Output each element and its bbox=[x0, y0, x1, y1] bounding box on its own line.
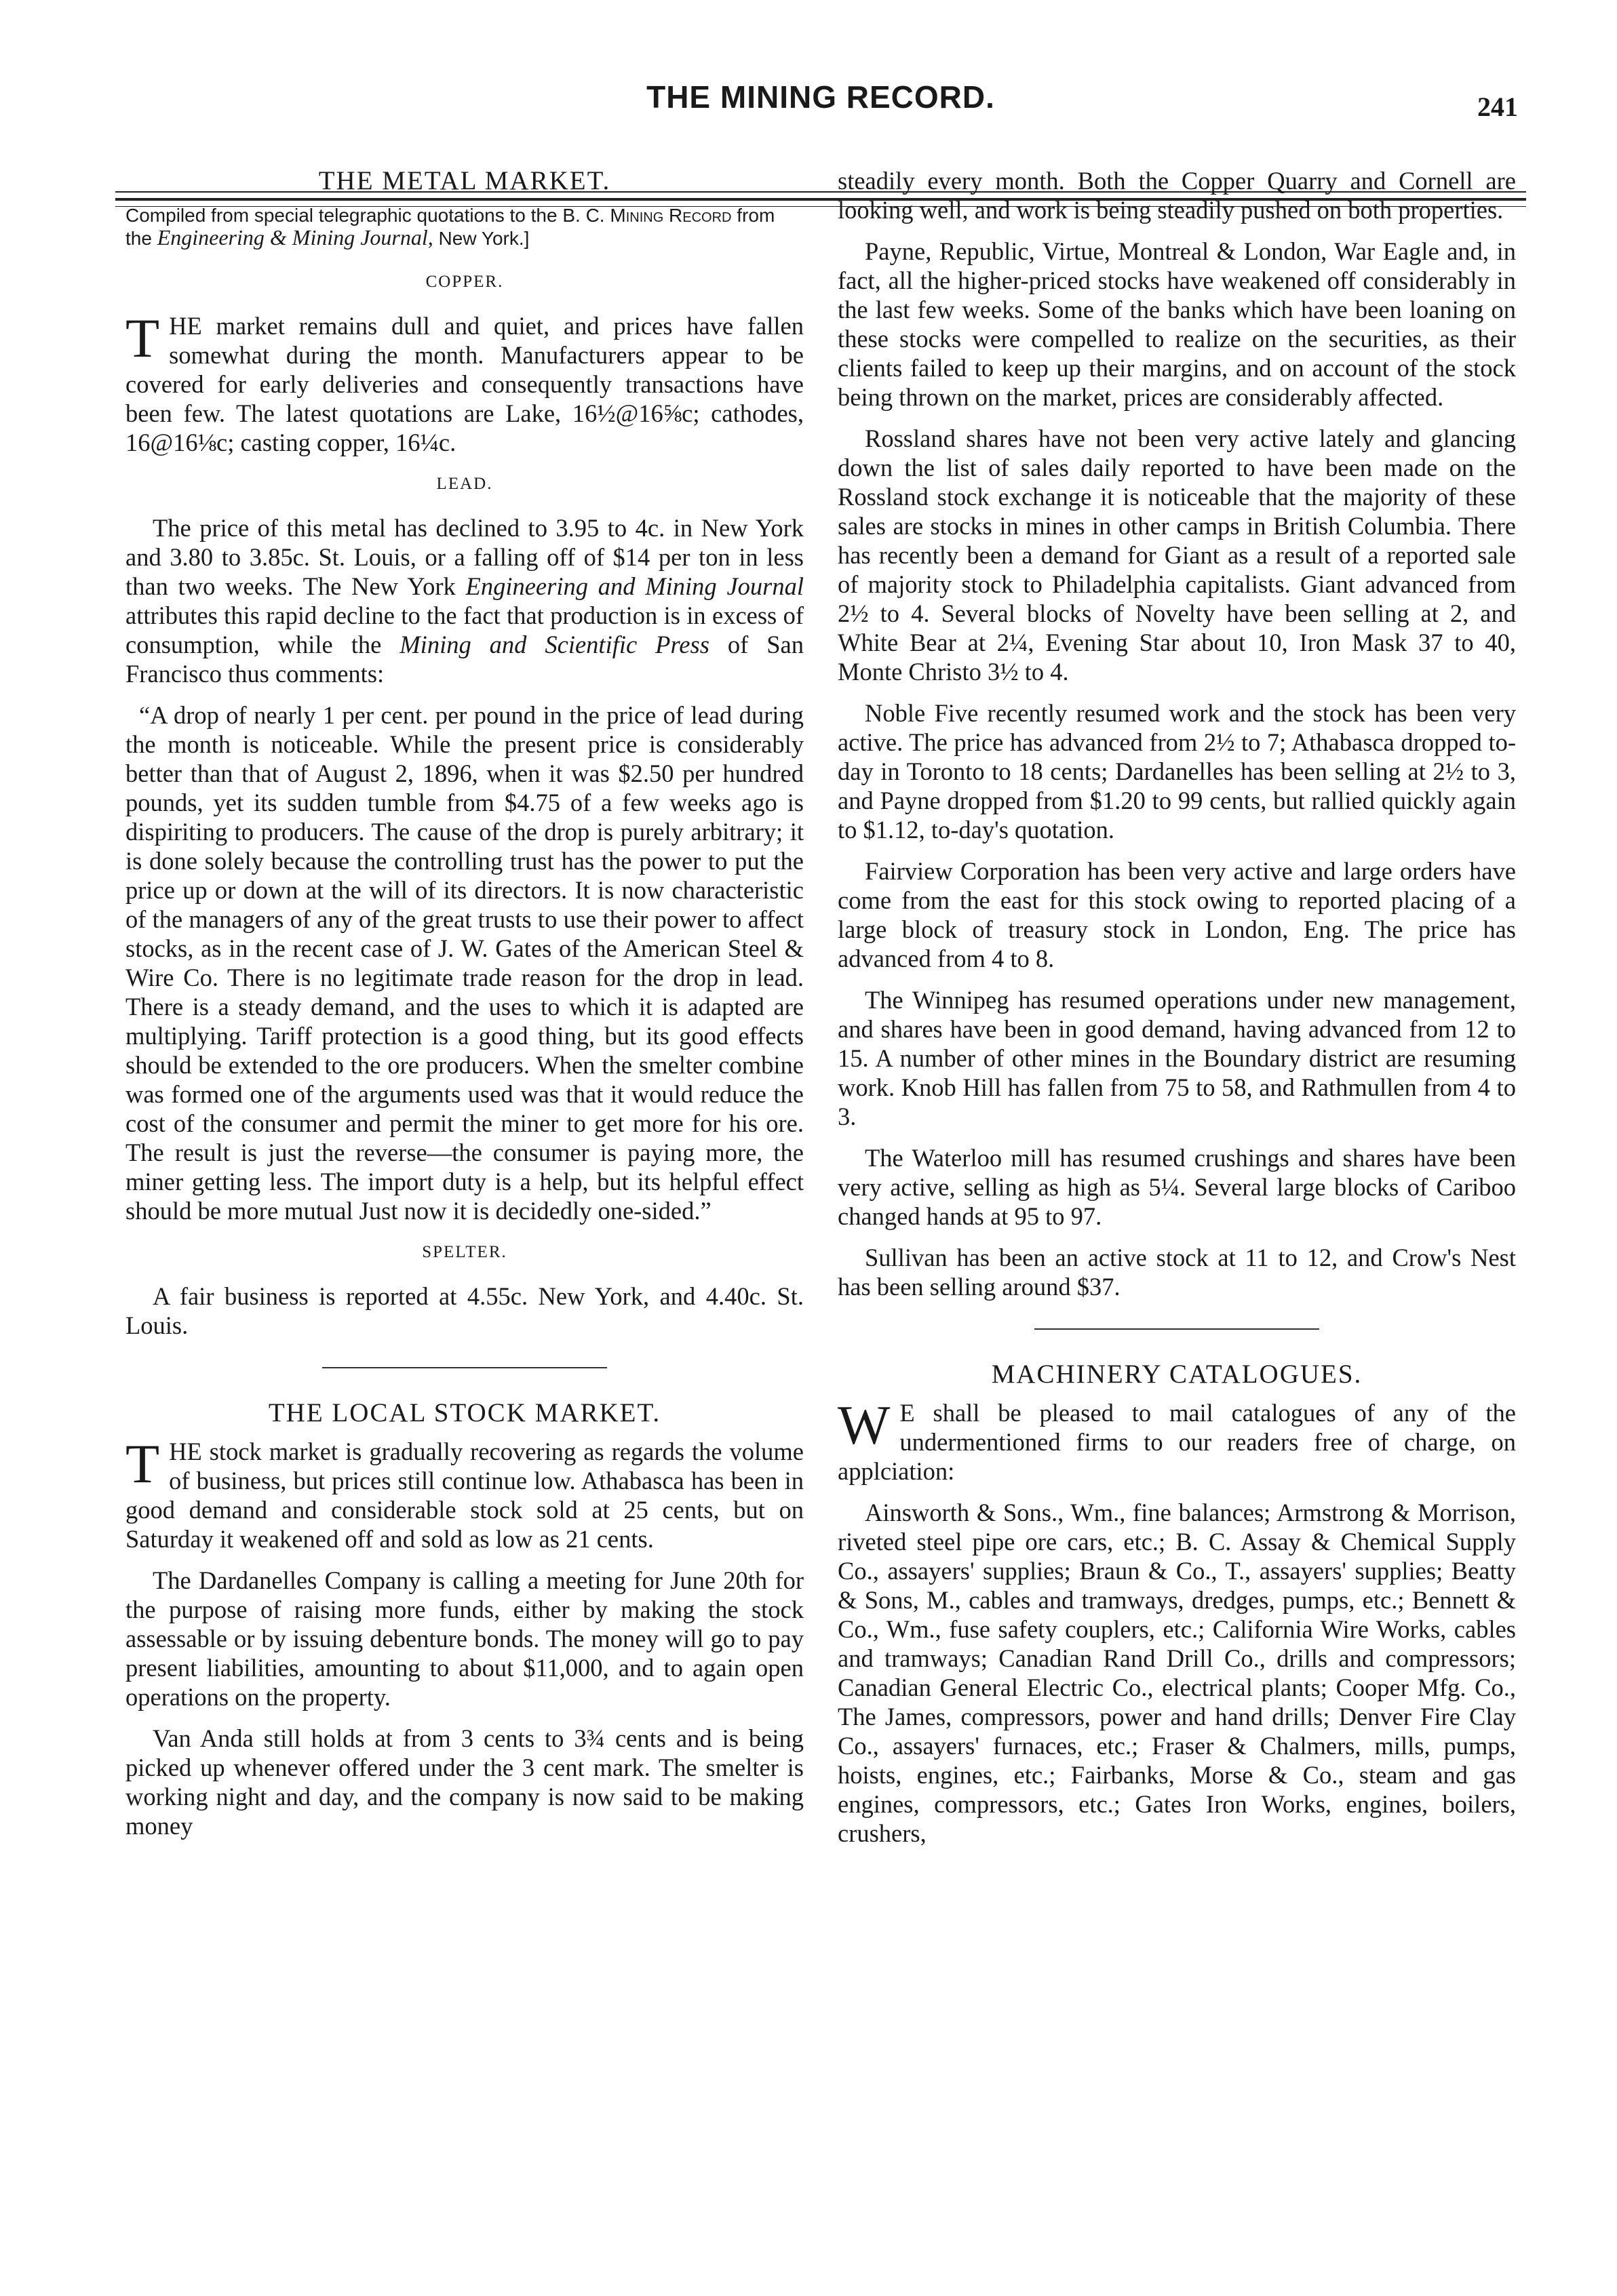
compiled-publication: Mining Record bbox=[610, 205, 732, 226]
stock-paragraph bbox=[125, 1433, 804, 1553]
copper-subhead: COPPER. bbox=[425, 273, 504, 291]
drop-cap: T bbox=[125, 307, 160, 369]
catalogues-list: Ainsworth & Sons., Wm., fine balances; Armstrong & Morrison, riveted steel pipe ore cars, etc.; B. C. Assay & Chemical Supply Co., assayers' supplies; Braun & Co., T., assayers' supplies; Beatty & Sons, M., cables and tramways, dredges, pumps, etc.; Bennett & Co., Wm., fuse safety couplers, etc.; California Wire Works, cables and tramways; Canadian Rand Drill Co., drills and compressors; Canadian General Electric Co., electrical plants; Cooper Mfg. Co., The James, compressors, power and hand drills; Denver Fire Clay Co., assayers' furnaces, etc.; Fraser & Chalmers, mills, pumps, hoists, engines, etc.; Fairbanks, Morse & Co., steam and gas engines, compressors, etc.; Gates Iron Works, engines, boilers, crushers, bbox=[838, 1499, 1516, 1847]
stock-paragraph: Fairview Corporation has been very active and large orders have come from the east for this stock owing to reported placing of a large block of treasury stock in London, Eng. The price has advanced from 4 to 8. bbox=[838, 857, 1516, 972]
metal-market-title: THE METAL MARKET. bbox=[318, 166, 611, 195]
machinery-catalogues-title: MACHINERY CATALOGUES. bbox=[991, 1360, 1363, 1389]
lead-press: Mining and Scientific Press bbox=[400, 631, 709, 658]
catalogues-intro-text: E shall be pleased to mail catalogues of any of the undermentioned firms to our readers free of charge, on applciation: bbox=[838, 1399, 1516, 1485]
lead-text-a: The price of this metal has declined to 3.95 to 4c. in New York and 3.80 to 3.85c. St. Louis, or a falling off of $14 per ton in less than two weeks. The New York bbox=[125, 514, 804, 600]
compiled-journal: Engineering & Mining Journal, bbox=[157, 225, 433, 250]
lead-text-b: attributes this rapid decline to the fact that production is in excess of consumption, while the bbox=[125, 601, 804, 658]
page-header bbox=[115, 73, 1526, 127]
stock-paragraph: The Waterloo mill has resumed crushings and shares have been very active, selling as high as 5¼. Several large blocks of Cariboo changed hands at 95 to 97. bbox=[838, 1144, 1516, 1230]
lead-journal: Engineering and Mining Journal bbox=[465, 572, 804, 600]
copper-paragraph bbox=[125, 307, 804, 457]
stock-paragraph-continued: steadily every month. Both the Copper Quarry and Cornell are looking well, and work is being steadily pushed on both properties. bbox=[838, 167, 1516, 224]
section-divider bbox=[1034, 1328, 1319, 1330]
stock-paragraph: Payne, Republic, Virtue, Montreal & London, War Eagle and, in fact, all the higher-priced stocks have weakened off considerably in the last few weeks. Some of the banks which have been loaning on these stocks were compelled to realize on the securities, as their clients failed to keep up their margins, and on account of the stock being thrown on the market, prices are considerably affected. bbox=[838, 237, 1516, 411]
lead-quote: “A drop of nearly 1 per cent. per pound in the price of lead during the month is noticeable. While the present price is considerably better than that of August 2, 1896, when it was $2.50 per hundred pounds, yet its sudden tumble from $4.75 of a few weeks ago is dispiriting to producers. The cause of the drop is purely arbitrary; it is done solely because the controlling trust has the power to put the price up or down at the will of its directors. It is now characteristic of the managers of any of the great trusts to use their power to affect stocks, as in the recent case of J. W. Gates of the American Steel & Wire Co. There is no legitimate trade reason for the drop in lead. There is a steady demand, and the uses to which it is adapted are multiplying. Tariff protection is a good thing, but its good effects should be extended to the ore producers. When the smelter combine was formed one of the arguments used was that it would reduce the cost of the consumer and permit the miner to get more for his ore. The result is just the reverse—the consumer is paying more, the miner getting less. The import duty is a help, but its helpful effect should be more mutual Just now it is decidedly one-sided.” bbox=[125, 701, 804, 1225]
right-column bbox=[838, 166, 1516, 1860]
compiled-mid: from the bbox=[125, 205, 775, 249]
catalogues-intro bbox=[838, 1394, 1516, 1486]
stock-paragraph: The Dardanelles Company is calling a meeting for June 20th for the purpose of raising more funds, either by making the stock assessable or by issuing debenture bonds. The money will go to pay present liabilities, amounting to about $11,000, and to again open operations on the property. bbox=[125, 1566, 804, 1711]
drop-cap: W bbox=[838, 1394, 891, 1456]
local-stock-market-title: THE LOCAL STOCK MARKET. bbox=[268, 1398, 661, 1427]
left-column bbox=[125, 166, 804, 1853]
section-divider bbox=[322, 1367, 607, 1368]
stock-paragraph: The Winnipeg has resumed operations under new management, and shares have been in good demand, having advanced from 12 to 15. A number of other mines in the Boundary district are resuming work. Knob Hill has fallen from 75 to 58, and Rathmullen from 4 to 3. bbox=[838, 986, 1516, 1130]
lead-paragraph bbox=[125, 513, 804, 688]
compiled-note bbox=[125, 205, 804, 250]
stock-paragraph: Sullivan has been an active stock at 11 to 12, and Crow's Nest has been selling around $37. bbox=[838, 1244, 1516, 1301]
stock-paragraph: Noble Five recently resumed work and the stock has been very active. The price has advanced from 2½ to 7; Athabasca dropped to-day in Toronto to 18 cents; Dardanelles has been selling at 2½ to 3, and Payne dropped from $1.20 to 99 cents, but rallied quickly again to $1.12, to-day's quotation. bbox=[838, 699, 1516, 844]
stock-text: HE stock market is gradually recovering as regards the volume of business, but prices still continue low. Athabasca has been in good demand and considerable stock sold at 25 cents, but on Saturday it weakened off and sold as low as 21 cents. bbox=[125, 1438, 804, 1553]
stock-paragraph: Rossland shares have not been very active lately and glancing down the list of sales daily reported to have been made on the Rossland stock exchange it is noticeable that the majority of these sales are stocks in mines in other camps in British Columbia. There has recently been a demand for Giant as a result of a reported sale of majority stock to Philadelphia capitalists. Giant advanced from 2½ to 4. Several blocks of Novelty have been selling at 2, and White Bear at 2¼, Evening Star about 10, Iron Mask 37 to 40, Monte Christo 3½ to 4. bbox=[838, 424, 1516, 686]
drop-cap: T bbox=[125, 1433, 160, 1495]
page-number: 241 bbox=[1477, 92, 1518, 122]
journal-title: THE MINING RECORD. bbox=[646, 79, 995, 115]
spelter-subhead: SPELTER. bbox=[422, 1243, 507, 1261]
lead-text-c: of San Francisco thus comments: bbox=[125, 631, 804, 688]
spelter-paragraph: A fair business is reported at 4.55c. New York, and 4.40c. St. Louis. bbox=[125, 1282, 804, 1339]
copper-text: HE market remains dull and quiet, and prices have fallen somewhat during the month. Manufacturers appear to be covered for early deliveries and consequently transactions have been few. The latest quotations are Lake, 16½@16⅝c; cathodes, 16@16⅛c; casting copper, 16¼c. bbox=[125, 312, 804, 456]
stock-paragraph: Van Anda still holds at from 3 cents to 3¾ cents and is being picked up whenever offered under the 3 cent mark. The smelter is working night and day, and the company is now said to be making money bbox=[125, 1724, 804, 1840]
compiled-prefix: Compiled from special telegraphic quotations to the B. C. bbox=[125, 205, 605, 226]
lead-subhead: LEAD. bbox=[436, 475, 493, 493]
compiled-suffix: New York.] bbox=[433, 228, 530, 249]
